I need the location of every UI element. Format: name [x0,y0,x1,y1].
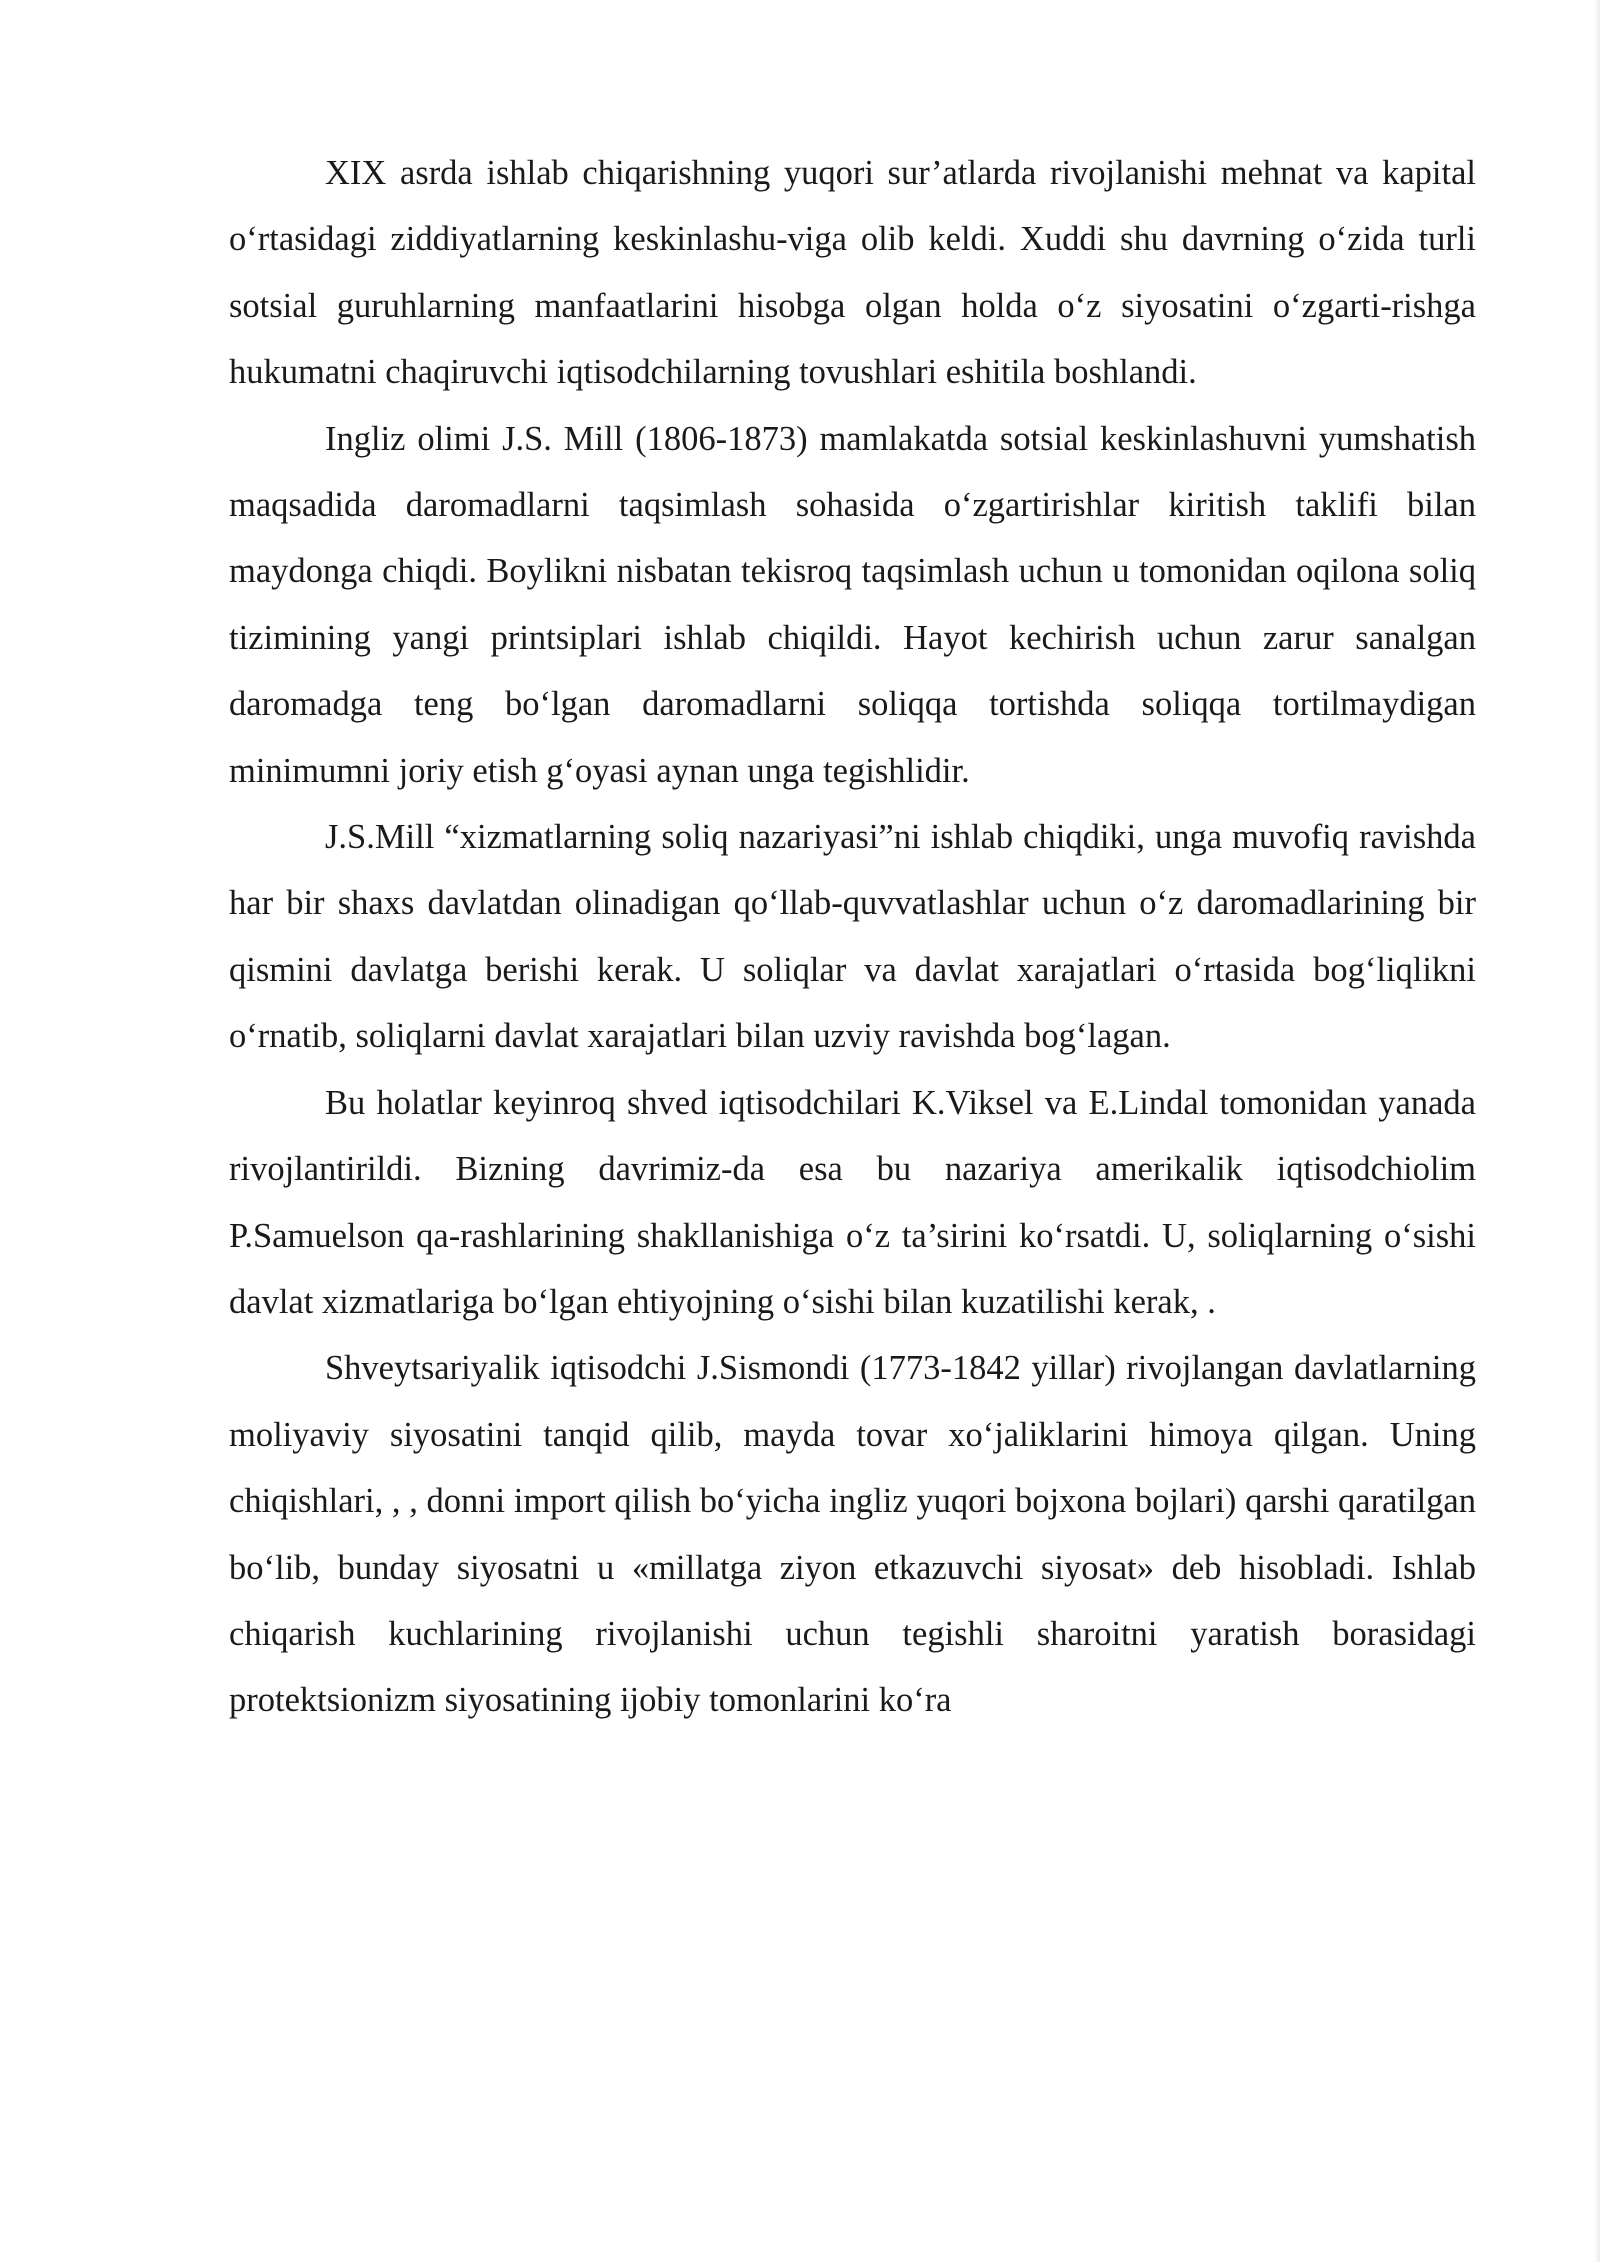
paragraph-5: Shveytsariyalik iqtisodchi J.Sismondi (1773-1842 yillar) rivojlangan davlatlarning moliyaviy siyosatini tanqid qilib, mayda tovar xo‘jaliklarini himoya qilgan. Uning chiqishlari, , , donni import qilish bo‘yicha ingliz yuqori bojxona bojlari) qarshi qaratilgan bo‘lib, bunday siyosatni u «millatga ziyon etkazuvchi siyosat» deb hisobladi. Ishlab chiqarish kuchlarining rivojlanishi uchun tegishli sharoitni yaratish borasidagi protektsionizm siyosatining ijobiy tomonlarini ko‘ra [229,1349,1476,1720]
paragraph-2: Ingliz olimi J.S. Mill (1806-1873) mamlakatda sotsial keskinlashuvni yumshatish maqsadida daromadlarni taqsimlash sohasida o‘zgartirishlar kiritish taklifi bilan maydonga chiqdi. Boylikni nisbatan tekisroq taqsimlash uchun u tomonidan oqilona soliq tizimining yangi printsiplari ishlab chiqildi. Hayot kechirish uchun zarur sanalgan daromadga teng bo‘lgan daromadlarni soliqqa tortishda soliqqa tortilmaydigan minimumni joriy etish g‘oyasi aynan unga tegishlidir. [229,419,1476,790]
paragraph-4: Bu holatlar keyinroq shved iqtisodchilari K.Viksel va E.Lindal tomonidan yanada rivojlantirildi. Bizning davrimiz-da esa bu nazariya amerikalik iqtisodchiolim P.Samuelson qa-rashlarining shakllanishiga o‘z ta’sirini ko‘rsatdi. U, soliqlarning o‘sishi davlat xizmatlariga bo‘lgan ehtiyojning o‘sishi bilan kuzatilishi kerak, . [229,1083,1476,1321]
paragraph-3: J.S.Mill “xizmatlarning soliq nazariyasi”ni ishlab chiqdiki, unga muvofiq ravishda har bir shaxs davlatdan olinadigan qo‘llab-quvvatlashlar uchun o‘z daromadlarining bir qismini davlatga berishi kerak. U soliqlar va davlat xarajatlari o‘rtasida bog‘liqlikni o‘rnatib, soliqlarni davlat xarajatlari bilan uzviy ravishda bog‘lagan. [229,818,1476,1056]
paragraph-1: XIX asrda ishlab chiqarishning yuqori sur’atlarda rivojlanishi mehnat va kapital o‘rtasidagi ziddiyatlarning keskinlashu-viga olib keldi. Xuddi shu davrning o‘zida turli sotsial guruhlarning manfaatlarini hisobga olgan holda o‘z siyosatini o‘zgarti-rishga hukumatni chaqiruvchi iqtisodchilarning tovushlari eshitila boshlandi. [229,154,1476,392]
document-page [229,140,1476,1734]
page-edge-shadow [1594,0,1600,2262]
